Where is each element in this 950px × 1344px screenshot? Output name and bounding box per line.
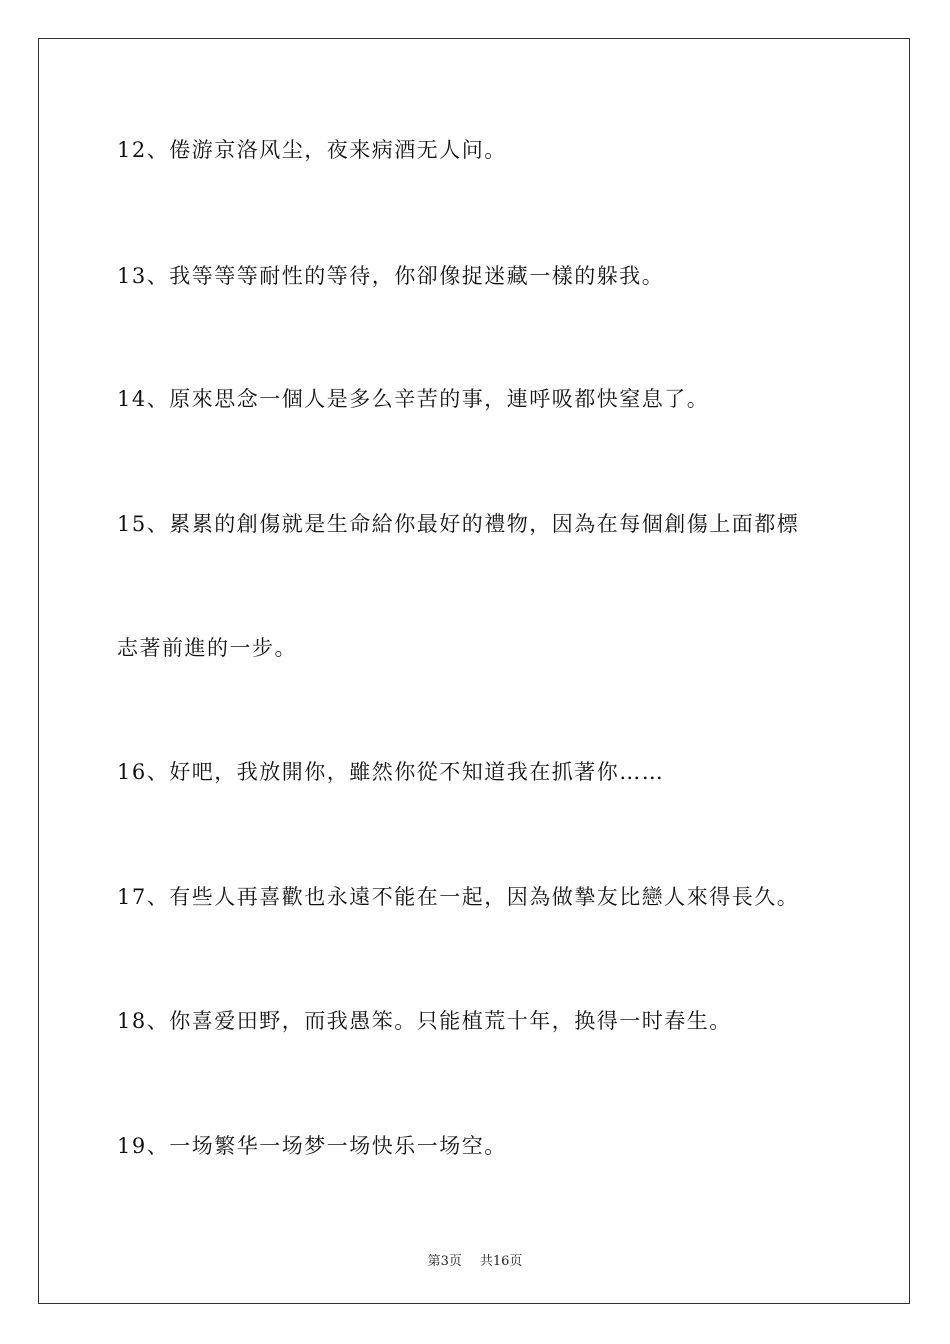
page-frame [38, 38, 910, 1304]
text-line-19: 19、一场繁华一场梦一场快乐一场空。 [117, 1134, 507, 1158]
text-line-14: 14、原來思念一個人是多么辛苦的事，連呼吸都快窒息了。 [117, 387, 710, 411]
text-line-13: 13、我等等等耐性的等待，你卻像捉迷藏一樣的躲我。 [117, 264, 665, 288]
text-line-18: 18、你喜爱田野，而我愚笨。只能植荒十年，换得一时春生。 [117, 1009, 732, 1033]
page-footer [0, 1250, 950, 1269]
page-total: 共16页 [479, 1254, 523, 1269]
text-line-17: 17、有些人再喜歡也永遠不能在一起，因為做摯友比戀人來得長久。 [117, 885, 800, 909]
text-line-16: 16、好吧，我放開你，雖然你從不知道我在抓著你…… [117, 760, 665, 784]
text-line-15: 15、累累的創傷就是生命給你最好的禮物，因為在每個創傷上面都標 [117, 512, 800, 536]
page-number: 第3页 [427, 1254, 462, 1269]
text-line-12: 12、倦游京洛风尘，夜来病酒无人问。 [117, 138, 507, 162]
text-line-15-continued: 志著前進的一步。 [117, 636, 297, 660]
